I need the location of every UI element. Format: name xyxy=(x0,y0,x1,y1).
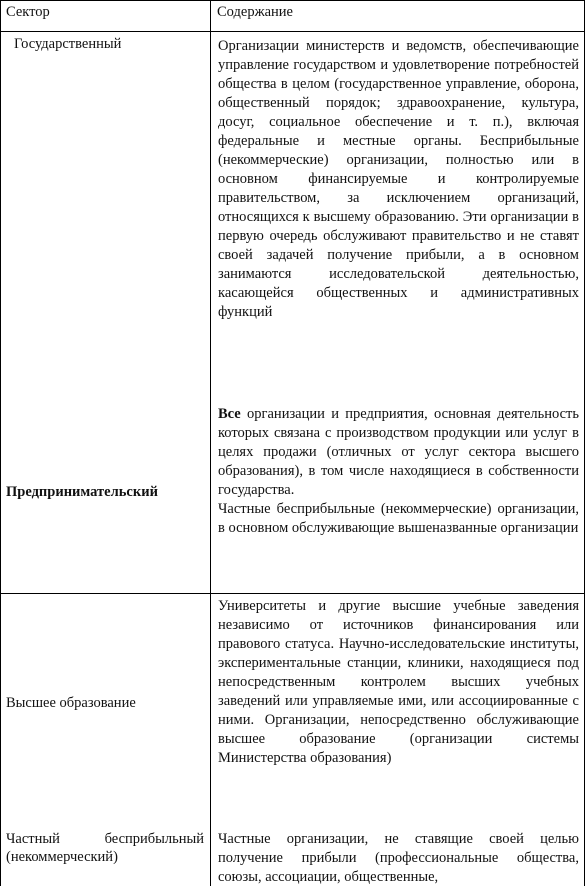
header-bottom-border xyxy=(0,31,585,32)
sector-higher-education: Высшее образование xyxy=(6,695,136,711)
table-left-border xyxy=(0,0,1,886)
content-business: Все организации и предприятия, основная деятельность которых связана с производством продукции или услуг в целях продажи (отличных от услуг сектора высшего образования), в том числе находящиеся в собственности государства. Частные бесприбыльные (некоммерческие) организации, в основном обслуживающие вышеназванные организации xyxy=(218,406,579,536)
content-bold-lead: Все xyxy=(218,406,241,422)
table-top-border xyxy=(0,0,585,1)
header-sector: Сектор xyxy=(6,4,50,20)
content-private-nonprofit: Частные организации, не ставящие своей целью получение прибыли (профессиональные общества, союзы, ассоциации, общественные, xyxy=(218,831,579,885)
sector-government: Государственный xyxy=(14,36,122,52)
column-divider xyxy=(210,0,211,886)
content-government: Организации министерств и ведомств, обеспечивающие управление государством и удовлетворение потребностей общества в целом (государственное управление, оборона, общественный порядок; здравоохранение, культура, досуг, социальное обеспечение и т. п.), включая федеральные и местные органы. Бесприбыльные (некоммерческие) организации, полностью или в основном финансируемые и контролируемые правительством, за исключением организаций, относящихся к высшему образованию. Эти организации в первую очередь обслуживают правительство и не ставят своей задачей получение прибыли, а в основном занимаются исследовательской деятельностью, касающейся общественных и административных функций xyxy=(218,38,579,320)
content-higher-education: Университеты и другие высшие учебные заведения независимо от источников финансирования или правового статуса. Научно-исследовательские институты, экспериментальные станции, клиники, находящиеся под непосредственным контролем высших учебных заведений или управляемые ими, или ассоциированные с ними. Организации, непосредственно обслуживающие высшее образование (организации системы Министерства образования) xyxy=(218,598,579,766)
sector-private-nonprofit: Частный бесприбыльный (некоммерческий) xyxy=(6,831,204,865)
header-content: Содержание xyxy=(217,4,293,20)
row-divider xyxy=(0,593,585,594)
sector-business: Предпринимательский xyxy=(6,484,158,500)
